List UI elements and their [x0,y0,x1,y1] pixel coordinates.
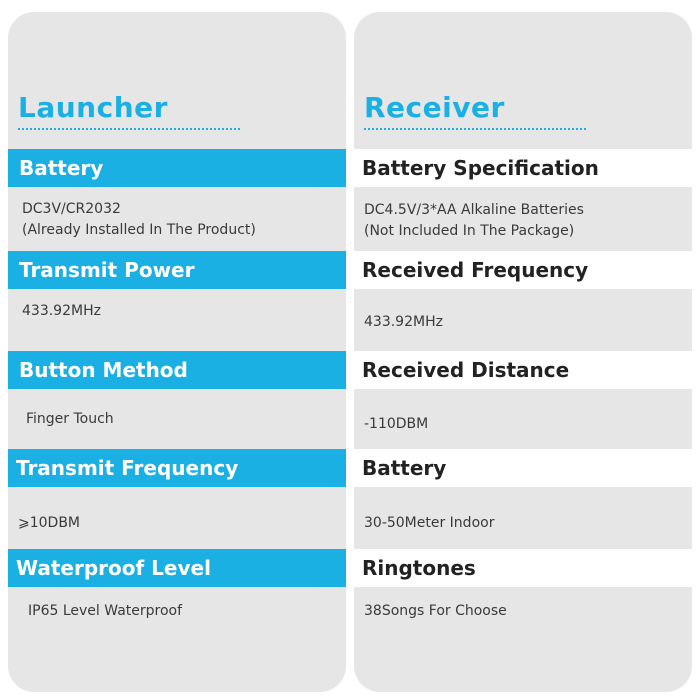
receiver-value-ringtones: 38Songs For Choose [364,603,507,619]
receiver-value-battery: 30-50Meter Indoor [364,515,495,531]
launcher-panel [8,12,346,692]
launcher-header-waterproof-level: Waterproof Level [8,549,346,587]
launcher-header-transmit-power: Transmit Power [8,251,346,289]
launcher-header-battery: Battery [8,149,346,187]
launcher-value-button-method: Finger Touch [26,411,114,427]
receiver-title-underline [364,128,586,130]
launcher-value-battery-line1: DC3V/CR2032 [22,201,121,217]
receiver-header-received-frequency: Received Frequency [354,251,692,289]
launcher-value-waterproof-level: IP65 Level Waterproof [28,603,183,619]
launcher-value-transmit-power: 433.92MHz [22,303,101,319]
receiver-value-battery-specification-line1: DC4.5V/3*AA Alkaline Batteries [364,202,584,218]
launcher-title-underline [18,128,240,130]
receiver-value-received-frequency: 433.92MHz [364,314,443,330]
launcher-value-battery-line2: (Already Installed In The Product) [22,222,256,238]
launcher-title: Launcher [18,91,168,124]
launcher-header-button-method: Button Method [8,351,346,389]
receiver-header-received-distance: Received Distance [354,351,692,389]
receiver-header-ringtones: Ringtones [354,549,692,587]
receiver-title: Receiver [364,91,505,124]
receiver-value-received-distance: -110DBM [364,416,429,432]
receiver-panel [354,12,692,692]
launcher-value-transmit-frequency: ⩾10DBM [18,515,81,531]
launcher-header-transmit-frequency: Transmit Frequency [8,449,346,487]
receiver-header-battery-specification: Battery Specification [354,149,692,187]
receiver-value-battery-specification-line2: (Not Included In The Package) [364,223,575,239]
receiver-header-battery: Battery [354,449,692,487]
